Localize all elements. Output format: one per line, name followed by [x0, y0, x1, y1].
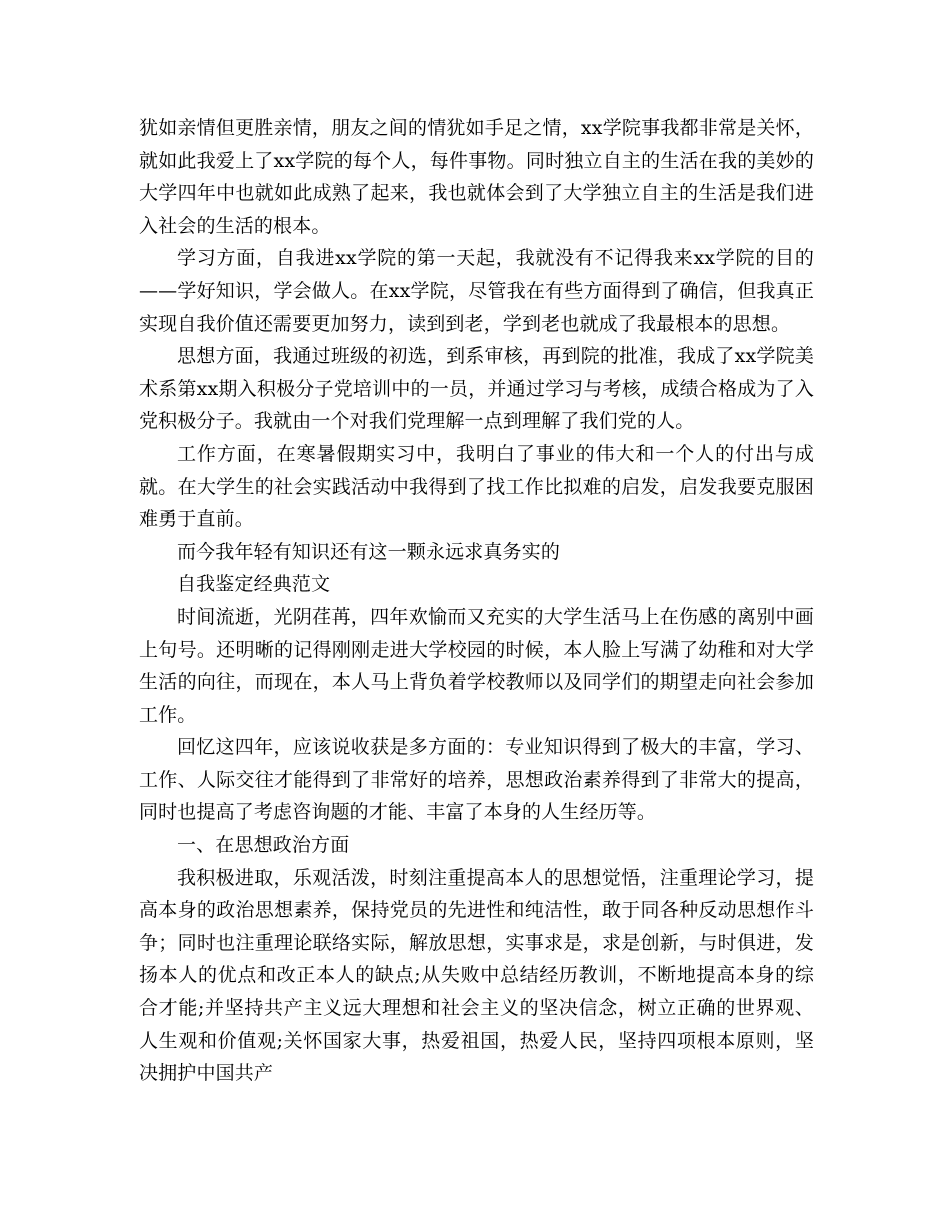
- subsection-heading: 一、在思想政治方面: [177, 834, 350, 857]
- document-body: [139, 112, 814, 1090]
- section-title: 自我鉴定经典范文: [177, 573, 331, 596]
- paragraph-3: 思想方面，我通过班级的初选，到系审核，再到院的批准，我成了xx学院美术系第xx期入积极分子党培训中的一员，并通过学习与考核，成绩合格成为了入党积极分子。我就由一个对我们党理解一点到理解了我们党的人。: [139, 345, 814, 433]
- paragraph-1: 犹如亲情但更胜亲情，朋友之间的情犹如手足之情，xx学院事我都非常是关怀，就如此我爱上了xx学院的每个人，每件事物。同时独立自主的生活在我的美妙的大学四年中也就如此成熟了起来，我也就体会到了大学独立自主的生活是我们进入社会的生活的根本。: [139, 117, 814, 237]
- paragraph-7: 时间流逝，光阴荏苒，四年欢愉而又充实的大学生活马上在伤感的离别中画上句号。还明晰的记得刚刚走进大学校园的时候，本人脸上写满了幼稚和对大学生活的向往，而现在，本人马上背负着学校教师以及同学们的期望走向社会参加工作。: [139, 605, 814, 726]
- paragraph-5: 而今我年轻有知识还有这一颗永远求真务实的: [177, 540, 561, 563]
- paragraph-8: 回忆这四年，应该说收获是多方面的：专业知识得到了极大的丰富，学习、工作、人际交往才能得到了非常好的培养，思想政治素养得到了非常大的提高，同时也提高了考虑咨询题的才能、丰富了本身的人生经历等。: [139, 736, 814, 824]
- paragraph-4: 工作方面，在寒暑假期实习中，我明白了事业的伟大和一个人的付出与成就。在大学生的社会实践活动中我得到了找工作比拟难的启发，启发我要克服困难勇于直前。: [139, 442, 814, 531]
- paragraph-2: 学习方面，自我进xx学院的第一天起，我就没有不记得我来xx学院的目的——学好知识，学会做人。在xx学院，尽管我在有些方面得到了确信，但我真正实现自我价值还需要更加努力，读到到老，学到老也就成了我最根本的思想。: [139, 247, 814, 335]
- paragraph-10: 我积极进取，乐观活泼，时刻注重提高本人的思想觉悟，注重理论学习，提高本身的政治思想素养，保持党员的先进性和纯洁性，敢于同各种反动思想作斗争；同时也注重理论联络实际，解放思想，实事求是，求是创新，与时俱进，发扬本人的优点和改正本人的缺点;从失败中总结经历教训，不断地提高本身的综合才能;并坚持共产主义远大理想和社会主义的坚决信念，树立正确的世界观、人生观和价值观;关怀国家大事，热爱祖国，热爱人民，坚持四项根本原则，坚决拥护中国共产: [139, 866, 814, 1085]
